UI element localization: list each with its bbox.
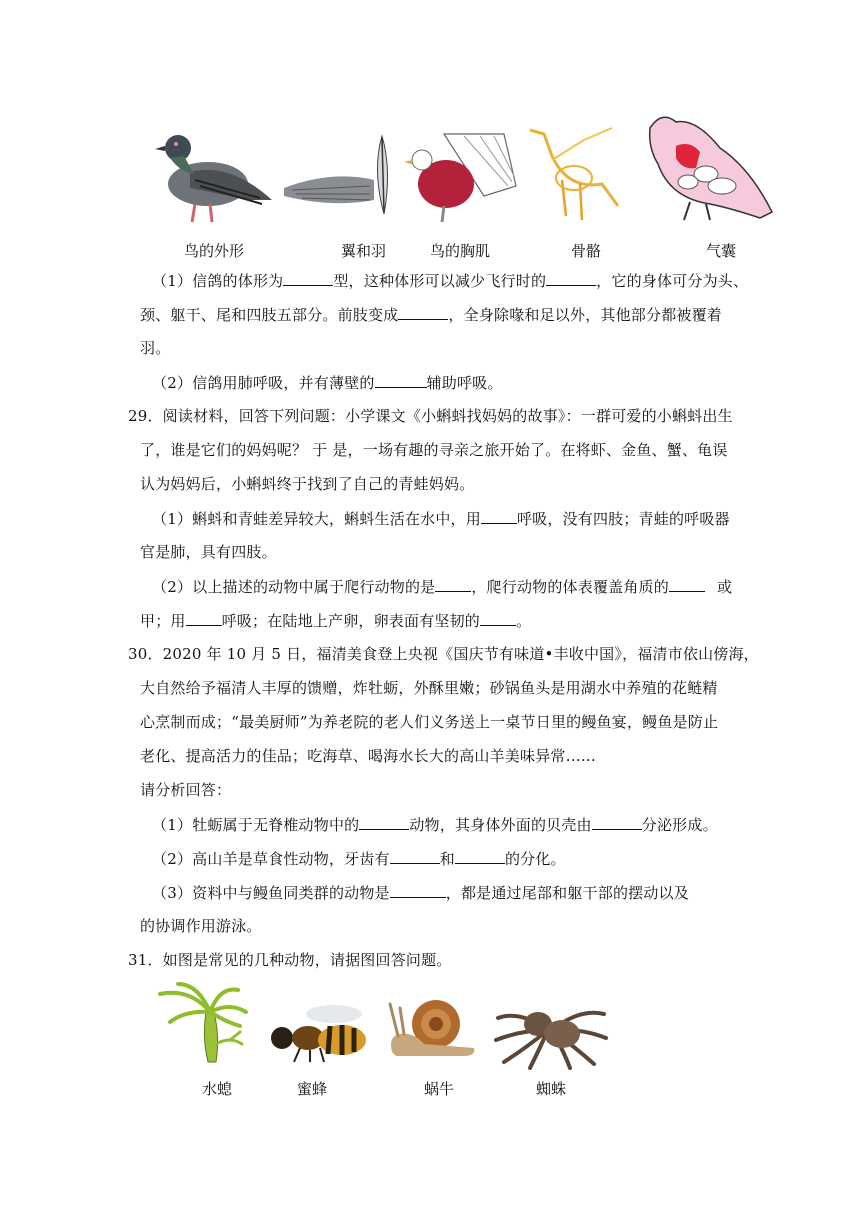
answer-blank[interactable] xyxy=(283,271,333,286)
answer-blank[interactable] xyxy=(359,815,409,830)
caption-snail: 蜗牛 xyxy=(424,1080,455,1098)
q29-stem-line3: 认为妈妈后，小蝌蚪终于找到了自己的青蛙妈妈。 xyxy=(140,475,475,493)
q29-part2-line1: （2）以上描述的动物中属于爬行动物的是 ，爬行动物的体表覆盖角质的 或 xyxy=(152,578,733,596)
q30-part1: （1）牡蛎属于无脊椎动物中的 动物，其身体外面的贝壳由 分泌形成。 xyxy=(152,816,718,834)
q28-part1-line2: 颈、躯干、尾和四肢五部分。前肢变成 ，全身除喙和足以外，其他部分都被覆着 xyxy=(140,306,723,324)
q29-stem-line1: 29．阅读材料，回答下列问题：小学课文《小蝌蚪找妈妈的故事》：一群可爱的小蝌蚪出生 xyxy=(128,407,733,425)
q29-part1-line2: 官是肺，具有四肢。 xyxy=(140,543,277,561)
pigeon-image xyxy=(150,122,280,230)
bird-skeleton-image xyxy=(522,120,622,230)
caption-spider: 蜘蛛 xyxy=(536,1080,567,1098)
wing-feather-image xyxy=(282,130,402,220)
q28-part1-line1: （1）信鸽的体形为 型，这种体形可以减少飞行时的 ，它的身体可分为头、 xyxy=(152,272,749,290)
q30-part3-line1: （3）资料中与鳗鱼同类群的动物是 ，都是通过尾部和躯干部的摆动以及 xyxy=(152,884,689,902)
answer-blank[interactable] xyxy=(435,577,471,592)
answer-blank[interactable] xyxy=(390,849,440,864)
answer-blank[interactable] xyxy=(375,373,427,388)
caption-hydra: 水螅 xyxy=(202,1080,233,1098)
q29-part1-line1: （1）蝌蚪和青蛙差异较大，蝌蚪生活在水中，用 呼吸，没有四肢；青蛙的呼吸器 xyxy=(152,510,730,528)
snail-image xyxy=(384,986,480,1062)
q30-part3-line2: 的协调作用游泳。 xyxy=(140,917,262,935)
answer-blank[interactable] xyxy=(546,271,596,286)
q30-stem-line1: 30．2020 年 10 月 5 日，福清美食登上央视《国庆节有味道•丰收中国》，福清市依山傍海， xyxy=(128,645,759,663)
q30-stem-line3: 心烹制而成；“最美厨师”为养老院的老人们义务送上一桌节日里的鳗鱼宴，鳗鱼是防止 xyxy=(140,713,719,731)
answer-blank[interactable] xyxy=(592,815,642,830)
q28-part1-line3: 羽。 xyxy=(140,339,171,357)
q31-stem: 31．如图是常见的几种动物，请据图回答问题。 xyxy=(128,951,452,969)
caption-skeleton: 骨骼 xyxy=(571,242,602,260)
caption-bird-shape: 鸟的外形 xyxy=(184,242,245,260)
hydra-image xyxy=(150,982,250,1068)
caption-muscle: 鸟的胸肌 xyxy=(430,242,491,260)
spider-image xyxy=(490,990,610,1070)
q28-part2: （2）信鸽用肺呼吸，并有薄壁的 辅助呼吸。 xyxy=(152,374,503,392)
bee-image xyxy=(264,1004,374,1064)
answer-blank[interactable] xyxy=(390,883,446,898)
caption-wing-feather: 翼和羽 xyxy=(341,242,387,260)
answer-blank[interactable] xyxy=(481,509,517,524)
q30-stem-line5: 请分析回答： xyxy=(140,781,232,799)
answer-blank[interactable] xyxy=(669,577,705,592)
q30-part2: （2）高山羊是草食性动物，牙齿有 和 的分化。 xyxy=(152,850,566,868)
q30-stem-line4: 老化、提高活力的佳品；吃海草、喝海水长大的高山羊美味异常…… xyxy=(140,747,597,765)
caption-bee: 蜜蜂 xyxy=(297,1080,328,1098)
answer-blank[interactable] xyxy=(455,849,505,864)
bird-muscle-image xyxy=(404,126,520,226)
answer-blank[interactable] xyxy=(186,611,222,626)
q29-stem-line2: 了，谁是它们的妈妈呢？ 于 是，一场有趣的寻亲之旅开始了。在将虾、金鱼、蟹、龟误 xyxy=(140,441,728,459)
answer-blank[interactable] xyxy=(480,611,516,626)
caption-air-sac: 气囊 xyxy=(706,242,737,260)
answer-blank[interactable] xyxy=(398,305,448,320)
air-sac-image xyxy=(640,108,776,226)
q29-part2-line2: 甲；用 呼吸；在陆地上产卵，卵表面有坚韧的 。 xyxy=(140,612,532,630)
q30-stem-line2: 大自然给予福清人丰厚的馈赠，炸牡蛎，外酥里嫩；砂锅鱼头是用湖水中养殖的花鲢精 xyxy=(140,679,718,697)
